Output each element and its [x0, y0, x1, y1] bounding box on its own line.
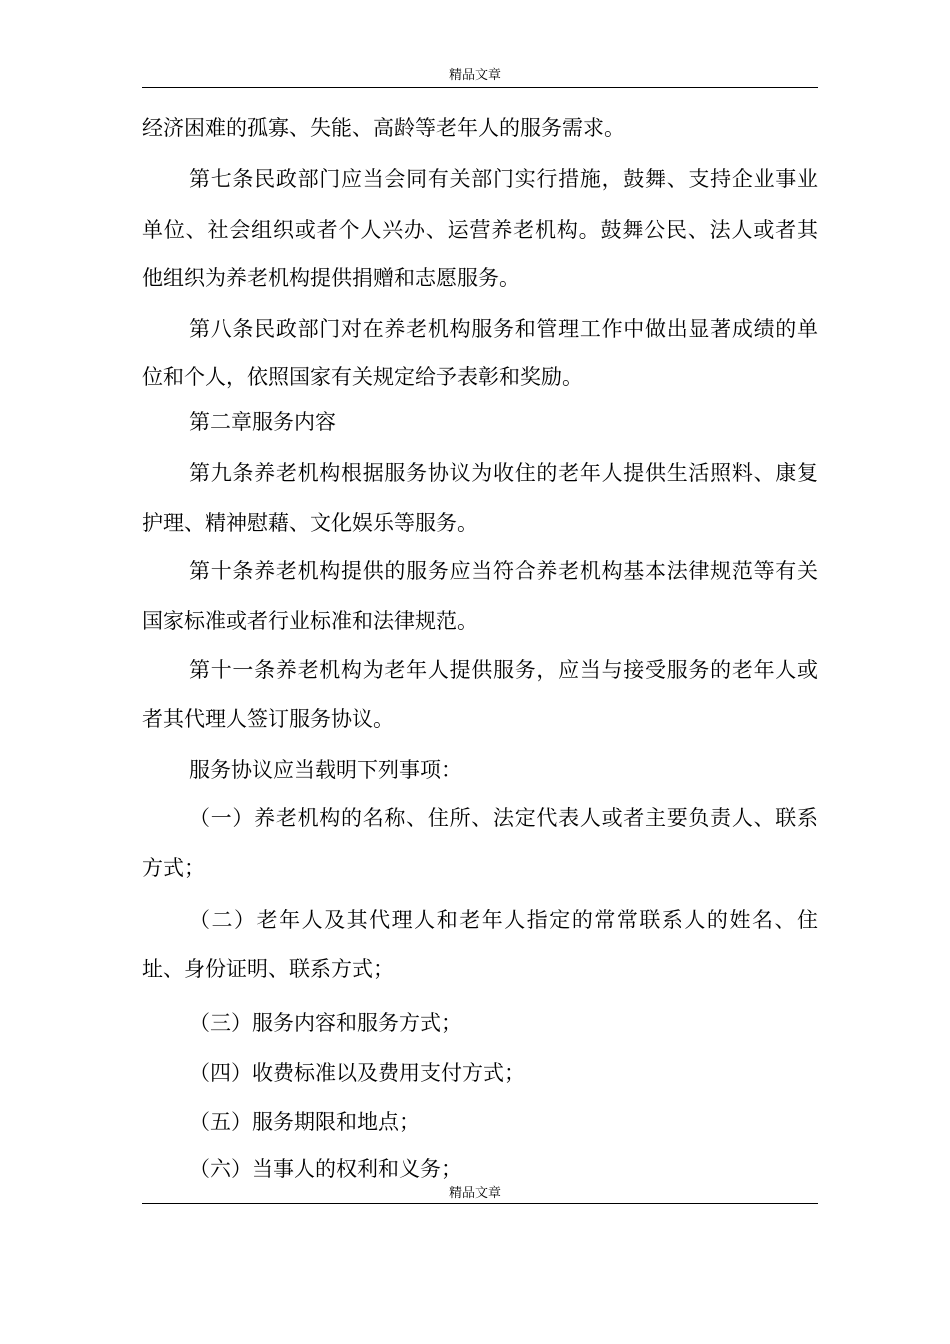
- text-line: 第十条养老机构提供的服务应当符合养老机构基本法律规范等有关: [189, 559, 818, 583]
- text-line: 护理、精神慰藉、文化娱乐等服务。: [142, 511, 478, 535]
- text-line: 第十一条养老机构为老年人提供服务，应当与接受服务的老年人或: [189, 658, 818, 682]
- footer-rule: [142, 1203, 818, 1204]
- text-line: 单位、社会组织或者个人兴办、运营养老机构。鼓舞公民、法人或者其: [142, 218, 818, 242]
- text-line: 他组织为养老机构提供捐赠和志愿服务。: [142, 266, 520, 290]
- chapter-heading: 第二章服务内容: [189, 410, 336, 434]
- text-line: 第七条民政部门应当会同有关部门实行措施，鼓舞、支持企业事业: [189, 167, 818, 191]
- list-item: （三）服务内容和服务方式；: [189, 1011, 462, 1035]
- text-line: 经济困难的孤寡、失能、高龄等老年人的服务需求。: [142, 116, 625, 140]
- header-rule: [142, 87, 818, 88]
- text-line: 第九条养老机构根据服务协议为收住的老年人提供生活照料、康复: [189, 461, 818, 485]
- text-line: 者其代理人签订服务协议。: [142, 707, 394, 731]
- text-line: 址、身份证明、联系方式；: [142, 957, 394, 981]
- text-line: 第八条民政部门对在养老机构服务和管理工作中做出显著成绩的单: [189, 317, 818, 341]
- list-item: （二）老年人及其代理人和老年人指定的常常联系人的姓名、住: [189, 908, 818, 932]
- text-line: 方式；: [142, 856, 205, 880]
- page-header: 精品文章: [448, 68, 501, 83]
- page-footer: 精品文章: [448, 1186, 501, 1201]
- text-line: 服务协议应当载明下列事项：: [189, 758, 462, 782]
- list-item: （四）收费标准以及费用支付方式；: [189, 1061, 525, 1085]
- list-item: （一）养老机构的名称、住所、法定代表人或者主要负责人、联系: [189, 806, 818, 830]
- text-line: 国家标准或者行业标准和法律规范。: [142, 609, 478, 633]
- text-line: 位和个人，依照国家有关规定给予表彰和奖励。: [142, 365, 583, 389]
- list-item: （五）服务期限和地点；: [189, 1110, 420, 1134]
- list-item: （六）当事人的权利和义务；: [189, 1157, 462, 1181]
